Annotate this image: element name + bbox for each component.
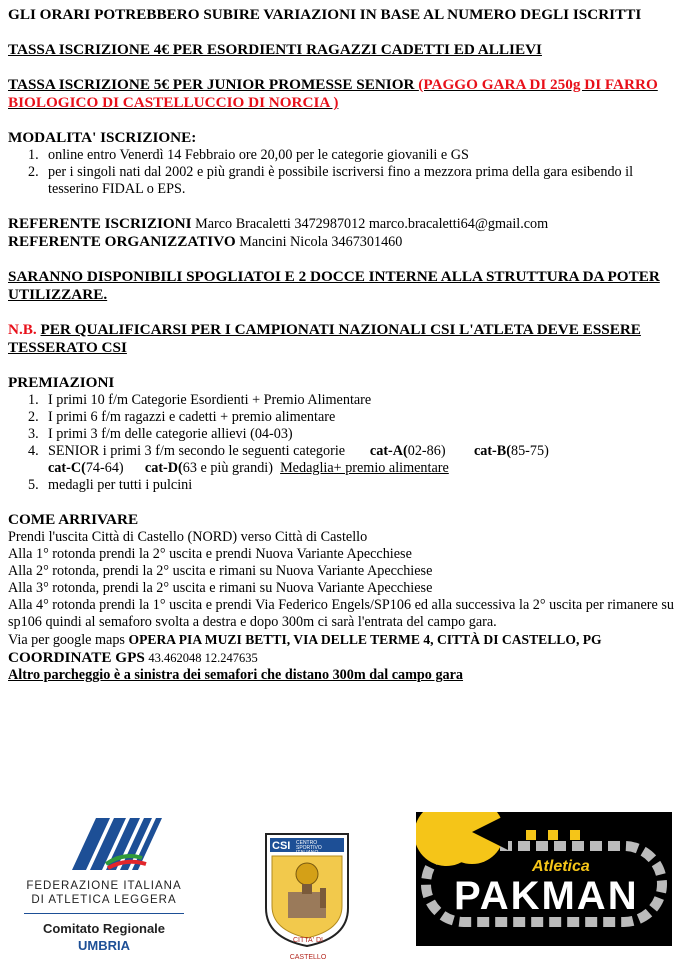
direction-line: Prendi l'uscita Città di Castello (NORD) verso Città di Castello [8, 529, 368, 545]
cat-d: cat-D(63 e più grandi) [144, 460, 273, 476]
fee-senior-text: TASSA ISCRIZIONE 5€ PER JUNIOR PROMESSE SENIOR [8, 76, 415, 93]
flyer-document [8, 6, 678, 684]
list-item: 3. I primi 3 f/m delle categorie allievi (04-03) [28, 426, 293, 442]
fidal-logo [20, 812, 188, 953]
list-item: 4. SENIOR i primi 3 f/m secondo le seguenti categorie cat-A(02-86) cat-B(85-75) cat-C(74-64) cat-D(63 e più grandi) Medaglia+ premio alimentare [28, 443, 549, 476]
contact-registration: REFERENTE ISCRIZIONI Marco Bracaletti 3472987012 marco.bracaletti64@gmail.com [8, 215, 549, 232]
awards-title: PREMIAZIONI [8, 374, 115, 391]
maps-line: Via per google maps OPERA PIA MUZI BETTI, VIA DELLE TERME 4, CITTÀ DI CASTELLO, PG [8, 632, 602, 648]
csi-top-text: CENTRO SPORTIVO ITALIANO [296, 840, 322, 856]
fee-youth: TASSA ISCRIZIONE 4€ PER ESORDIENTI RAGAZZI CADETTI ED ALLIEVI [8, 41, 542, 58]
nb-notice [8, 321, 678, 357]
cat-b: cat-B(85-75) [473, 443, 549, 459]
list-item: 2. per i singoli nati dal 2002 e più grandi è possibile iscriversi fino a mezzora prima della gara esibendo il tesserino FIDAL o EPS. [28, 164, 634, 197]
nb-text: PER QUALIFICARSI PER I CAMPIONATI NAZIONALI CSI L'ATLETA DEVE ESSERE TESSERATO CSI [8, 321, 641, 356]
awards-list [8, 392, 678, 494]
registration-title: MODALITA' ISCRIZIONE: [8, 129, 197, 146]
directions-title: COME ARRIVARE [8, 511, 139, 528]
fidal-name: FEDERAZIONE ITALIANA DI ATLETICA LEGGERA [26, 880, 182, 906]
notice-variations: GLI ORARI POTREBBERO SUBIRE VARIAZIONI IN BASE AL NUMERO DEGLI ISCRITTI [8, 6, 642, 23]
nb-label: N.B. [8, 321, 37, 338]
logos-row [0, 812, 687, 960]
fee-senior-gift: (PAGGO GARA DI 250g DI FARRO BIOLOGICO DI CASTELLUCCIO DI NORCIA ) [8, 76, 658, 111]
fidal-emblem-icon [20, 812, 188, 874]
parking-line: Altro parcheggio è a sinistra dei semafori che distano 300m dal campo gara [8, 667, 464, 683]
contact-organization: REFERENTE ORGANIZZATIVO Mancini Nicola 3467301460 [8, 233, 403, 250]
direction-line: Alla 2° rotonda, prendi la 2° uscita e rimani su Nuova Variante Apecchiese [8, 563, 433, 579]
registration-list [8, 147, 678, 198]
pakman-big-text: PAKMAN [454, 874, 639, 918]
list-item: 1. I primi 10 f/m Categorie Esordienti + Premio Alimentare [28, 392, 372, 408]
direction-line: Alla 3° rotonda, prendi la 2° uscita e rimani su Nuova Variante Apecchiese [8, 580, 433, 596]
cat-c: cat-C(74-64) [48, 460, 124, 476]
csi-bottom-text: CITTA' DI CASTELLO [289, 937, 327, 961]
csi-logo [262, 830, 352, 961]
list-item: 1. online entro Venerdì 14 Febbraio ore 20,00 per le categorie giovanili e GS [28, 147, 469, 163]
svg-text:CSI: CSI [272, 840, 291, 852]
list-item: 2. I primi 6 f/m ragazzi e cadetti + premio alimentare [28, 409, 336, 425]
medal-award: Medaglia+ premio alimentare [280, 460, 449, 476]
fidal-divider [24, 913, 184, 914]
direction-line: Alla 4° rotonda prendi la 1° uscita e prendi Via Federico Engels/SP106 ed alla successiva la 2° uscita per rimanere su sp106 quindi al semaforo svolta a destra e dopo 300m ci sarà l'entrata del campo gara. [8, 597, 674, 630]
facilities-notice: SARANNO DISPONIBILI SPOGLIATOI E 2 DOCCE INTERNE ALLA STRUTTURA DA POTER UTILIZZARE. [8, 268, 660, 303]
pakman-small-text: Atletica [532, 858, 590, 875]
list-item: 5. medagli per tutti i pulcini [28, 477, 193, 493]
cat-a: cat-A(02-86) [369, 443, 446, 459]
fidal-committee: Comitato Regionale UMBRIA [42, 921, 166, 953]
pakman-logo [416, 812, 672, 946]
direction-line: Alla 1° rotonda prendi la 2° uscita e prendi Nuova Variante Apecchiese [8, 546, 412, 562]
gps-line: COORDINATE GPS 43.462048 12.247635 [8, 649, 258, 666]
fee-senior [8, 76, 678, 112]
